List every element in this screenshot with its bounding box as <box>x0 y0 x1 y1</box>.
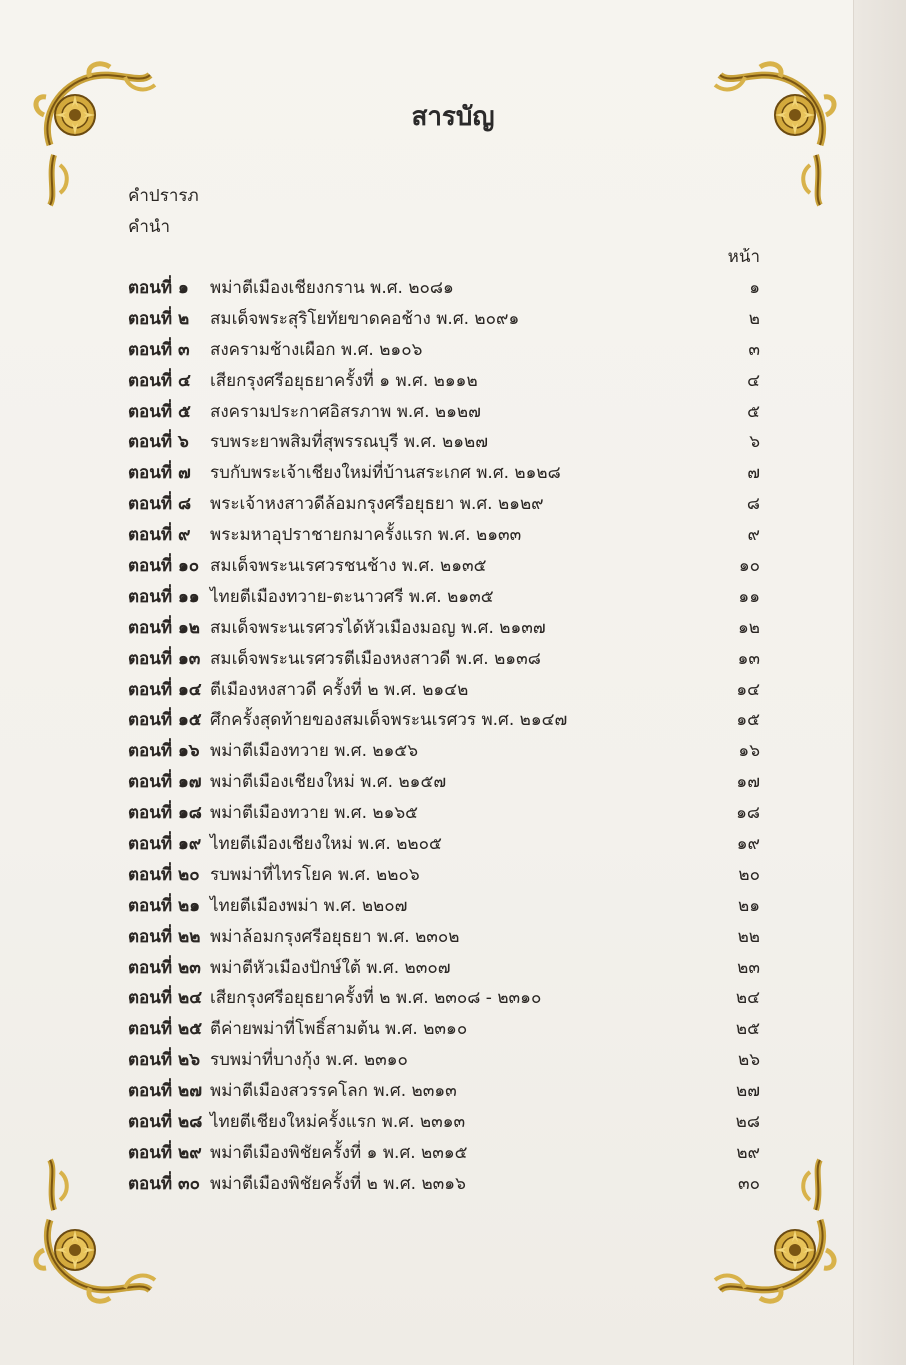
toc-entry[interactable] <box>128 798 768 829</box>
toc-preface-entry[interactable]: คำนำ <box>128 217 171 237</box>
toc-entry[interactable] <box>128 922 768 953</box>
toc-episode-number: ตอนที่ ๙ <box>128 525 191 546</box>
toc-entry-title: พม่าตีเมืองเชียงกราน พ.ศ. ๒๐๘๑ <box>210 278 454 298</box>
toc-page-number: ๒๘ <box>735 1112 760 1133</box>
toc-page-number: ๓๐ <box>738 1173 760 1194</box>
toc-episode-number: ตอนที่ ๑ <box>128 278 189 298</box>
toc-entry-title: ตีค่ายพม่าที่โพธิ์สามต้น พ.ศ. ๒๓๑๐ <box>210 1019 468 1040</box>
toc-page-number: ๑๑ <box>738 586 760 607</box>
toc-episode-number: ตอนที่ ๑๙ <box>128 834 202 855</box>
toc-entry[interactable] <box>128 983 768 1014</box>
toc-page-number: ๑๔ <box>736 679 760 700</box>
toc-entry[interactable] <box>128 520 768 551</box>
toc-page-number: ๒๓ <box>737 957 760 978</box>
toc-entry-title: ไทยตีเมืองเชียงใหม่ พ.ศ. ๒๒๐๕ <box>210 834 442 855</box>
toc-page-number: ๒๖ <box>738 1050 760 1071</box>
toc-entry-title: พม่าตีเมืองพิชัยครั้งที่ ๑ พ.ศ. ๒๓๑๕ <box>210 1142 468 1163</box>
toc-episode-number: ตอนที่ ๒๔ <box>128 988 203 1009</box>
toc-episode-number: ตอนที่ ๒๕ <box>128 1019 203 1040</box>
toc-entry[interactable] <box>128 1138 768 1169</box>
toc-entry[interactable] <box>128 953 768 984</box>
toc-episode-number: ตอนที่ ๑๗ <box>128 772 202 793</box>
toc-episode-number: ตอนที่ ๑๖ <box>128 741 200 762</box>
toc-episode-number: ตอนที่ ๑๓ <box>128 648 201 669</box>
toc-entry[interactable] <box>128 1169 768 1200</box>
toc-page-number: ๑๕ <box>736 710 760 731</box>
toc-entry-title: พม่าตีเมืองทวาย พ.ศ. ๒๑๖๕ <box>210 803 419 824</box>
toc-episode-number: ตอนที่ ๖ <box>128 432 189 453</box>
table-of-contents <box>128 273 768 1200</box>
toc-entry[interactable] <box>128 613 768 644</box>
toc-episode-number: ตอนที่ ๘ <box>128 494 192 515</box>
toc-entry[interactable] <box>128 705 768 736</box>
toc-entry[interactable] <box>128 335 768 366</box>
toc-page-number: ๒๗ <box>736 1081 760 1102</box>
toc-entry-title: พม่าตีเมืองพิชัยครั้งที่ ๒ พ.ศ. ๒๓๑๖ <box>210 1173 466 1194</box>
toc-entry[interactable] <box>128 1076 768 1107</box>
toc-episode-number: ตอนที่ ๑๔ <box>128 679 202 700</box>
toc-page-number: ๒๒ <box>737 926 760 947</box>
toc-entry[interactable] <box>128 582 768 613</box>
toc-page-number: ๒๕ <box>735 1019 760 1040</box>
toc-page-number: ๗ <box>747 463 760 484</box>
toc-episode-number: ตอนที่ ๑๕ <box>128 710 202 731</box>
toc-entry-title: ไทยตีเมืองพม่า พ.ศ. ๒๒๐๗ <box>210 895 408 916</box>
toc-entry[interactable] <box>128 1014 768 1045</box>
toc-entry-title: พระมหาอุปราชายกมาครั้งแรก พ.ศ. ๒๑๓๓ <box>210 525 522 546</box>
toc-entry[interactable] <box>128 644 768 675</box>
toc-entry-title: พม่าล้อมกรุงศรีอยุธยา พ.ศ. ๒๓๐๒ <box>210 926 460 947</box>
toc-page-number: ๑๙ <box>736 834 760 855</box>
toc-entry-title: ไทยตีเชียงใหม่ครั้งแรก พ.ศ. ๒๓๑๓ <box>210 1112 466 1133</box>
toc-episode-number: ตอนที่ ๓๐ <box>128 1173 200 1194</box>
toc-entry[interactable] <box>128 397 768 428</box>
toc-entry-title: สมเด็จพระสุริโยทัยขาดคอช้าง พ.ศ. ๒๐๙๑ <box>210 308 520 329</box>
toc-entry-title: พม่าตีเมืองเชียงใหม่ พ.ศ. ๒๑๕๗ <box>210 772 447 793</box>
toc-episode-number: ตอนที่ ๗ <box>128 463 191 484</box>
toc-entry[interactable] <box>128 1107 768 1138</box>
toc-page-number: ๑๒ <box>738 617 760 638</box>
toc-entry-title: รบพระยาพสิมที่สุพรรณบุรี พ.ศ. ๒๑๒๗ <box>210 432 489 453</box>
toc-episode-number: ตอนที่ ๑๐ <box>128 556 200 577</box>
toc-page-number: ๖ <box>749 432 760 453</box>
toc-episode-number: ตอนที่ ๔ <box>128 370 191 391</box>
toc-page-number: ๑๓ <box>737 648 760 669</box>
toc-episode-number: ตอนที่ ๑๘ <box>128 803 202 824</box>
toc-episode-number: ตอนที่ ๒๐ <box>128 864 200 885</box>
toc-page-number: ๑๖ <box>738 741 760 762</box>
toc-entry-title: เสียกรุงศรีอยุธยาครั้งที่ ๒ พ.ศ. ๒๓๐๘ - ๒๓๑๐ <box>210 988 542 1009</box>
toc-episode-number: ตอนที่ ๒๒ <box>128 926 201 947</box>
toc-entry[interactable] <box>128 1045 768 1076</box>
toc-entry-title: สมเด็จพระนเรศวรได้หัวเมืองมอญ พ.ศ. ๒๑๓๗ <box>210 617 546 638</box>
toc-entry[interactable] <box>128 366 768 397</box>
toc-episode-number: ตอนที่ ๒ <box>128 308 190 329</box>
toc-entry-title: สมเด็จพระนเรศวรชนช้าง พ.ศ. ๒๑๓๕ <box>210 556 487 577</box>
toc-page-number: ๒๐ <box>738 864 760 885</box>
toc-entry-title: รบพม่าที่บางกุ้ง พ.ศ. ๒๓๑๐ <box>210 1050 408 1071</box>
toc-page-number: ๑๐ <box>738 556 760 577</box>
toc-episode-number: ตอนที่ ๒๙ <box>128 1142 202 1163</box>
toc-episode-number: ตอนที่ ๓ <box>128 339 190 360</box>
toc-entry[interactable] <box>128 551 768 582</box>
toc-entry-title: สมเด็จพระนเรศวรตีเมืองหงสาวดี พ.ศ. ๒๑๓๘ <box>210 648 541 669</box>
toc-entry-title: ตีเมืองหงสาวดี ครั้งที่ ๒ พ.ศ. ๒๑๔๒ <box>210 679 469 700</box>
toc-entry-title: สงครามประกาศอิสรภาพ พ.ศ. ๒๑๒๗ <box>210 401 481 422</box>
toc-page-number: ๒๔ <box>735 988 760 1009</box>
toc-episode-number: ตอนที่ ๒๓ <box>128 957 201 978</box>
toc-episode-number: ตอนที่ ๒๑ <box>128 895 200 916</box>
toc-entry-title: ไทยตีเมืองทวาย-ตะนาวศรี พ.ศ. ๒๑๓๕ <box>210 586 494 607</box>
toc-entry-title: ศึกครั้งสุดท้ายของสมเด็จพระนเรศวร พ.ศ. ๒๑๔๗ <box>210 710 568 731</box>
page-edge <box>853 0 906 1365</box>
toc-page-number: ๑ <box>749 278 760 298</box>
toc-page-number: ๔ <box>747 370 760 391</box>
toc-entry[interactable] <box>128 736 768 767</box>
toc-entry[interactable] <box>128 860 768 891</box>
toc-entry[interactable] <box>128 273 768 304</box>
toc-page-number: ๓ <box>748 339 760 360</box>
toc-page-number: ๘ <box>746 494 760 515</box>
toc-page-number: ๒ <box>748 308 760 329</box>
toc-entry-title: พม่าตีหัวเมืองปักษ์ใต้ พ.ศ. ๒๓๐๗ <box>210 957 451 978</box>
toc-entry[interactable] <box>128 304 768 335</box>
toc-foreword-entry[interactable]: คำปรารภ <box>128 186 199 206</box>
toc-page-number: ๙ <box>747 525 760 546</box>
toc-entry[interactable] <box>128 458 768 489</box>
toc-episode-number: ตอนที่ ๑๑ <box>128 586 200 607</box>
toc-entry-title: รบกับพระเจ้าเชียงใหม่ที่บ้านสระเกศ พ.ศ. ๒๑๒๘ <box>210 463 561 484</box>
toc-entry[interactable] <box>128 489 768 520</box>
toc-page-number: ๒๑ <box>738 895 760 916</box>
toc-entry[interactable] <box>128 829 768 860</box>
toc-entry[interactable] <box>128 767 768 798</box>
page-title: สารบัญ <box>411 102 495 132</box>
page-column-header: หน้า <box>727 247 760 267</box>
toc-entry[interactable] <box>128 891 768 922</box>
toc-episode-number: ตอนที่ ๕ <box>128 401 191 422</box>
toc-page-number: ๒๙ <box>736 1142 760 1163</box>
toc-entry-title: สงครามช้างเผือก พ.ศ. ๒๑๐๖ <box>210 339 423 360</box>
toc-page-number: ๕ <box>747 401 760 422</box>
toc-entry-title: เสียกรุงศรีอยุธยาครั้งที่ ๑ พ.ศ. ๒๑๑๒ <box>210 370 478 391</box>
toc-episode-number: ตอนที่ ๒๖ <box>128 1050 200 1071</box>
toc-episode-number: ตอนที่ ๒๗ <box>128 1081 202 1102</box>
toc-episode-number: ตอนที่ ๑๒ <box>128 617 200 638</box>
toc-page-number: ๑๘ <box>736 803 760 824</box>
toc-entry[interactable] <box>128 427 768 458</box>
toc-entry-title: พม่าตีเมืองทวาย พ.ศ. ๒๑๕๖ <box>210 741 419 762</box>
toc-entry-title: รบพม่าที่ไทรโยค พ.ศ. ๒๒๐๖ <box>210 864 420 885</box>
toc-page-number: ๑๗ <box>736 772 760 793</box>
toc-entry[interactable] <box>128 675 768 706</box>
toc-entry-title: พระเจ้าหงสาวดีล้อมกรุงศรีอยุธยา พ.ศ. ๒๑๒๙ <box>210 494 544 515</box>
toc-entry-title: พม่าตีเมืองสวรรคโลก พ.ศ. ๒๓๑๓ <box>210 1081 457 1102</box>
toc-episode-number: ตอนที่ ๒๘ <box>128 1112 203 1133</box>
